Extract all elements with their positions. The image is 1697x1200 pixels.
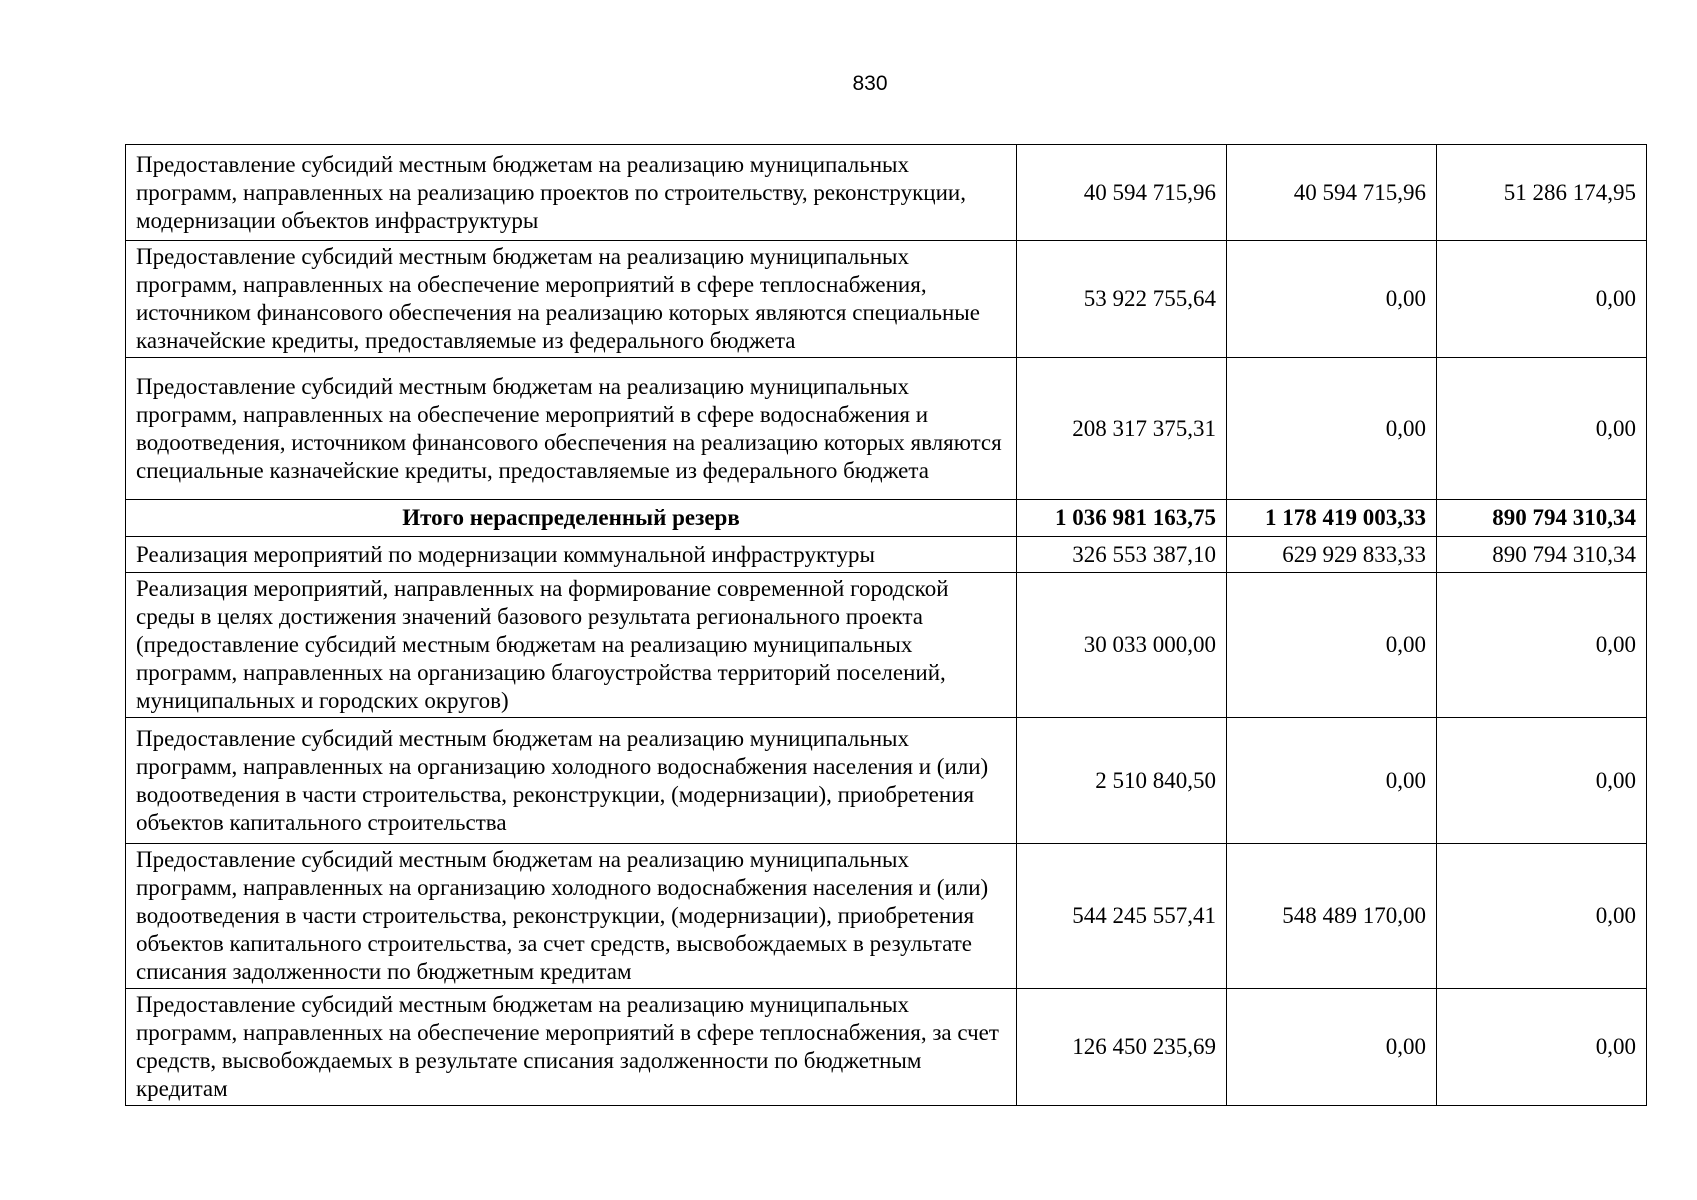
table-row bbox=[126, 537, 1647, 573]
row-value-col2: 0,00 bbox=[1227, 358, 1437, 500]
total-value-col3: 890 794 310,34 bbox=[1437, 500, 1647, 537]
table-row bbox=[126, 718, 1647, 844]
table-row bbox=[126, 989, 1647, 1106]
row-value-col1: 544 245 557,41 bbox=[1017, 844, 1227, 989]
budget-table bbox=[125, 144, 1647, 1106]
row-value-col3: 0,00 bbox=[1437, 358, 1647, 500]
row-value-col3: 890 794 310,34 bbox=[1437, 537, 1647, 573]
row-description: Реализация мероприятий, направленных на формирование современной городской среды в целях достижения значений базового результата регионального проекта (предоставление субсидий местным бюджетам на реализацию муниципальных программ, направленных на организацию благоустройства территорий поселений, муниципальных и городских округов) bbox=[126, 573, 1017, 718]
row-value-col2: 548 489 170,00 bbox=[1227, 844, 1437, 989]
row-value-col2: 40 594 715,96 bbox=[1227, 145, 1437, 241]
table-row bbox=[126, 145, 1647, 241]
row-description: Реализация мероприятий по модернизации коммунальной инфраструктуры bbox=[126, 537, 1017, 573]
row-value-col3: 0,00 bbox=[1437, 718, 1647, 844]
row-value-col2: 0,00 bbox=[1227, 241, 1437, 358]
row-description: Предоставление субсидий местным бюджетам на реализацию муниципальных программ, направленных на обеспечение мероприятий в сфере водоснабжения и водоотведения, источником финансового обеспечения на реализацию которых являются специальные казначейские кредиты, предоставляемые из федерального бюджета bbox=[126, 358, 1017, 500]
row-value-col1: 40 594 715,96 bbox=[1017, 145, 1227, 241]
row-value-col3: 0,00 bbox=[1437, 241, 1647, 358]
row-value-col1: 326 553 387,10 bbox=[1017, 537, 1227, 573]
row-value-col1: 53 922 755,64 bbox=[1017, 241, 1227, 358]
row-value-col3: 51 286 174,95 bbox=[1437, 145, 1647, 241]
page-number: 830 bbox=[852, 72, 888, 95]
total-value-col2: 1 178 419 003,33 bbox=[1227, 500, 1437, 537]
row-description: Предоставление субсидий местным бюджетам на реализацию муниципальных программ, направленных на обеспечение мероприятий в сфере теплоснабжения, источником финансового обеспечения на реализацию которых являются специальные казначейские кредиты, предоставляемые из федерального бюджета bbox=[126, 241, 1017, 358]
row-value-col2: 629 929 833,33 bbox=[1227, 537, 1437, 573]
table-row bbox=[126, 358, 1647, 500]
row-value-col3: 0,00 bbox=[1437, 573, 1647, 718]
row-value-col1: 208 317 375,31 bbox=[1017, 358, 1227, 500]
row-value-col1: 126 450 235,69 bbox=[1017, 989, 1227, 1106]
table-row bbox=[126, 573, 1647, 718]
row-value-col1: 30 033 000,00 bbox=[1017, 573, 1227, 718]
row-description: Предоставление субсидий местным бюджетам на реализацию муниципальных программ, направленных на реализацию проектов по строительству, реконструкции, модернизации объектов инфраструктуры bbox=[126, 145, 1017, 241]
row-description: Предоставление субсидий местным бюджетам на реализацию муниципальных программ, направленных на организацию холодного водоснабжения населения и (или) водоотведения в части строительства, реконструкции, (модернизации), приобретения объектов капитального строительства, за счет средств, высвобождаемых в результате списания задолженности по бюджетным кредитам bbox=[126, 844, 1017, 989]
row-value-col3: 0,00 bbox=[1437, 844, 1647, 989]
total-label: Итого нераспределенный резерв bbox=[126, 500, 1017, 537]
row-value-col2: 0,00 bbox=[1227, 573, 1437, 718]
row-value-col1: 2 510 840,50 bbox=[1017, 718, 1227, 844]
row-value-col2: 0,00 bbox=[1227, 989, 1437, 1106]
table-row bbox=[126, 844, 1647, 989]
row-value-col3: 0,00 bbox=[1437, 989, 1647, 1106]
row-value-col2: 0,00 bbox=[1227, 718, 1437, 844]
total-value-col1: 1 036 981 163,75 bbox=[1017, 500, 1227, 537]
row-description: Предоставление субсидий местным бюджетам на реализацию муниципальных программ, направленных на обеспечение мероприятий в сфере теплоснабжения, за счет средств, высвобождаемых в результате списания задолженности по бюджетным кредитам bbox=[126, 989, 1017, 1106]
row-description: Предоставление субсидий местным бюджетам на реализацию муниципальных программ, направленных на организацию холодного водоснабжения населения и (или) водоотведения в части строительства, реконструкции, (модернизации), приобретения объектов капитального строительства bbox=[126, 718, 1017, 844]
table-row bbox=[126, 241, 1647, 358]
total-row bbox=[126, 500, 1647, 537]
